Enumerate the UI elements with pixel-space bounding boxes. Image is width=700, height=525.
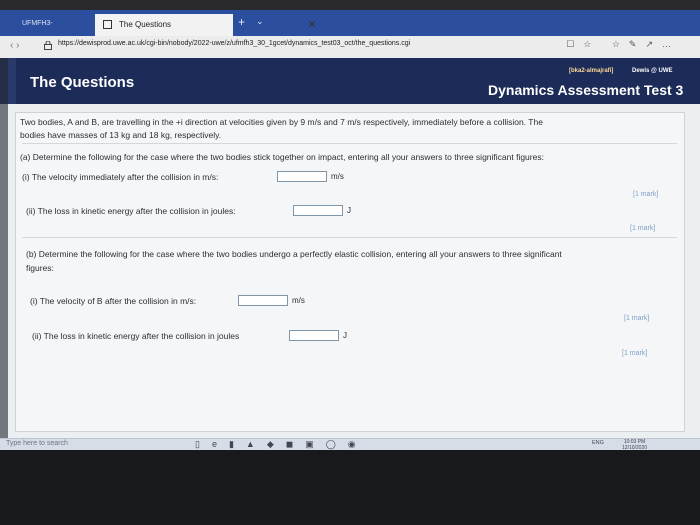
b-ii-label: (ii) The loss in kinetic energy after the collision in joules <box>32 331 240 341</box>
tab-previous[interactable]: UFMFH3- <box>22 20 53 27</box>
browser-toolbar-icons[interactable]: ☐☆ ☆✎↗… <box>566 39 680 49</box>
url-field[interactable]: https://dewisprod.uwe.ac.uk/cgi-bin/nobody/2022-uwe/z/ufmfh3_30_1gcet/dynamics_test03_oct/the_questions.cgi <box>58 40 411 47</box>
lock-icon <box>44 41 52 50</box>
a-i-mark: [1 mark] <box>633 191 659 198</box>
webpage <box>0 58 700 438</box>
page-icon <box>103 20 112 29</box>
dewis-label: Dewis @ UWE <box>632 68 673 74</box>
a-ii-answer-input[interactable] <box>293 205 343 216</box>
question-panel <box>15 112 685 432</box>
a-ii-mark: [1 mark] <box>630 225 656 232</box>
chevron-down-icon[interactable]: ⌄ <box>256 16 264 26</box>
b-ii-answer-input[interactable] <box>289 330 339 341</box>
tab-active[interactable] <box>95 14 317 36</box>
a-i-answer-input[interactable] <box>277 171 327 182</box>
divider <box>22 237 677 238</box>
clock-time: 10:03 PM <box>623 439 646 445</box>
taskbar <box>0 438 700 450</box>
clock-date: 12/10/2020 <box>622 445 648 450</box>
back-icon[interactable]: ‹ › <box>10 40 20 51</box>
b-i-label: (i) The velocity of B after the collision in m/s: <box>30 296 197 306</box>
part-b-heading-line-1: (b) Determine the following for the case where the two bodies undergo a perfectly elastic collision, entering all your answers to three significant <box>26 249 562 259</box>
b-i-mark: [1 mark] <box>624 315 650 322</box>
b-ii-unit: J <box>343 331 347 340</box>
screen <box>0 10 700 450</box>
b-i-unit: m/s <box>292 296 305 305</box>
taskbar-search[interactable]: Type here to search <box>6 440 68 447</box>
a-i-unit: m/s <box>331 172 344 181</box>
a-ii-label: (ii) The loss in kinetic energy after the collision in joules: <box>26 206 236 216</box>
intro-line-1: Two bodies, A and B, are travelling in the +i direction at velocities given by 9 m/s and 7 m/s respectively, immediately before a collision. The <box>20 117 543 127</box>
part-b-heading-line-2: figures: <box>26 263 54 273</box>
close-icon[interactable]: ✕ <box>307 19 317 31</box>
new-tab-icon[interactable]: + <box>238 15 246 29</box>
page-header <box>0 58 700 104</box>
intro-line-2: bodies have masses of 13 kg and 18 kg, respectively. <box>20 130 222 140</box>
a-i-label: (i) The velocity immediately after the collision in m/s: <box>22 172 219 182</box>
b-i-answer-input[interactable] <box>238 295 288 306</box>
side-shadow <box>0 58 8 438</box>
user-id: [bka2-almajrafi] <box>569 68 614 74</box>
b-ii-mark: [1 mark] <box>622 350 648 357</box>
address-bar <box>0 36 700 59</box>
browser-tab-bar <box>0 10 700 36</box>
divider <box>22 143 677 144</box>
question-intro <box>20 116 670 142</box>
a-ii-unit: J <box>347 206 351 215</box>
page-title: The Questions <box>30 74 135 91</box>
language-indicator[interactable]: ENG <box>592 440 604 446</box>
clock[interactable] <box>622 439 647 450</box>
laptop-bezel-bottom <box>0 450 700 525</box>
tab-title: The Questions <box>119 20 172 29</box>
part-a-heading: (a) Determine the following for the case where the two bodies stick together on impact, entering all your answers to three significant figures: <box>20 152 544 162</box>
test-name: Dynamics Assessment Test 3 <box>488 82 684 98</box>
taskbar-app-icons[interactable]: ▯e▮▲◆◼▣◯◉ <box>195 439 368 449</box>
